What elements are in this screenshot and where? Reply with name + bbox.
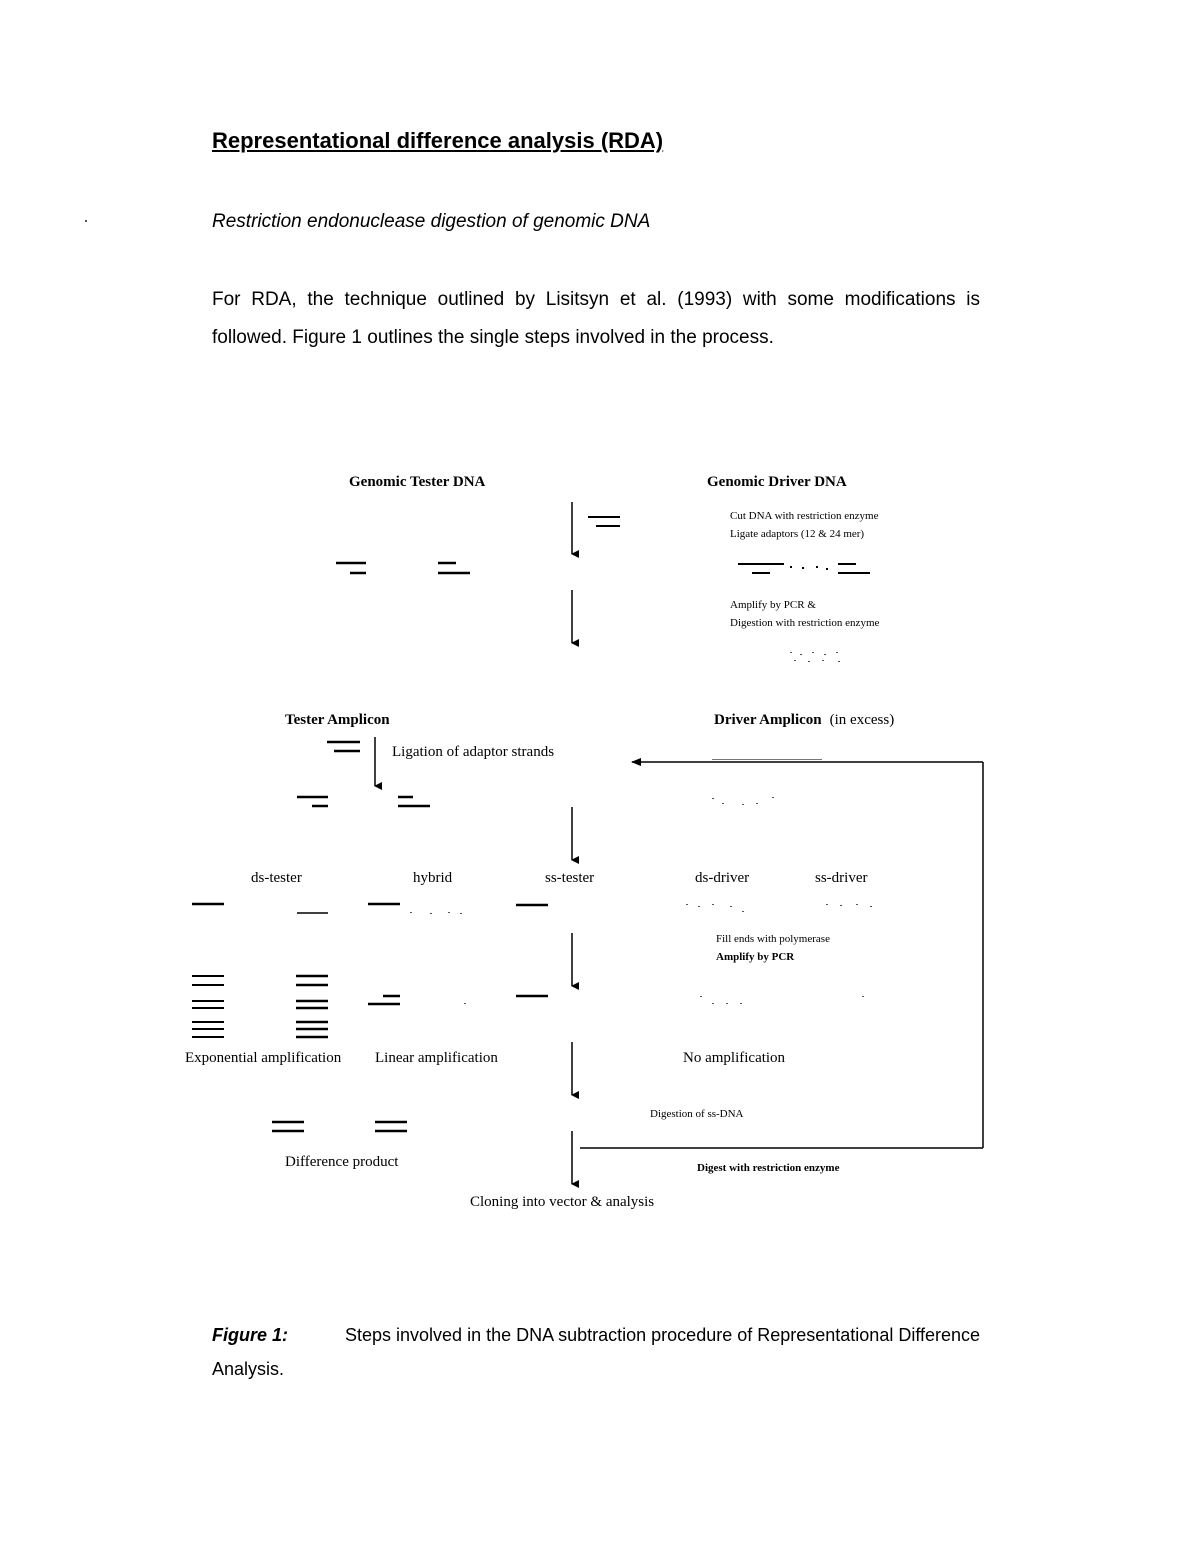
label-genomic-tester: Genomic Tester DNA xyxy=(349,474,486,490)
label-hybrid: hybrid xyxy=(413,870,453,886)
label-genomic-driver: Genomic Driver DNA xyxy=(707,474,847,490)
figure-caption xyxy=(212,1318,982,1386)
figure-label: Figure 1: xyxy=(212,1325,289,1345)
label-digest-enzyme: Digest with restriction enzyme xyxy=(697,1162,840,1174)
linear-fragment xyxy=(368,996,400,1004)
label-tester-amplicon: Tester Amplicon xyxy=(285,712,390,728)
label-ss-tester: ss-tester xyxy=(545,870,595,886)
exponential-stack-2 xyxy=(296,976,328,1037)
label-no-amplification: No amplification xyxy=(683,1050,786,1066)
hybridization-dots xyxy=(410,904,872,914)
driver-dots-3 xyxy=(712,797,774,805)
label-amplify-pcr: Amplify by PCR & xyxy=(730,599,816,611)
tester-ligated-fragments xyxy=(297,797,430,806)
label-digestion-enzyme: Digestion with restriction enzyme xyxy=(730,617,880,629)
label-amplify-pcr2: Amplify by PCR xyxy=(716,951,795,963)
label-linear: Linear amplification xyxy=(375,1050,498,1066)
label-difference-product: Difference product xyxy=(285,1154,399,1170)
amplification-dots xyxy=(464,996,864,1004)
difference-fragments xyxy=(272,1122,407,1131)
driver-fragments xyxy=(738,564,870,573)
feedback-loop xyxy=(580,762,983,1148)
label-fill-ends: Fill ends with polymerase xyxy=(716,933,830,945)
intro-paragraph: For RDA, the technique outlined by Lisitsyn et al. (1993) with some modifications is followed. Figure 1 outlines the single steps involved in the process. xyxy=(212,289,980,348)
label-cloning: Cloning into vector & analysis xyxy=(470,1194,655,1210)
adaptor-symbol xyxy=(588,517,620,526)
label-ligation-adaptor: Ligation of adaptor strands xyxy=(392,744,555,760)
label-ds-driver: ds-driver xyxy=(695,870,750,886)
label-exponential: Exponential amplification xyxy=(185,1050,342,1066)
driver-dots-2 xyxy=(790,652,840,662)
tester-fragments xyxy=(336,563,470,573)
label-ds-tester: ds-tester xyxy=(251,870,302,886)
label-ligate-adaptors: Ligate adaptors (12 & 24 mer) xyxy=(730,528,865,540)
hybridization-row xyxy=(192,904,548,905)
exponential-stack-1 xyxy=(192,976,224,1037)
label-cut-dna: Cut DNA with restriction enzyme xyxy=(730,510,879,522)
label-digestion-ss: Digestion of ss-DNA xyxy=(650,1108,744,1120)
label-ss-driver: ss-driver xyxy=(815,870,868,886)
driver-dots-1 xyxy=(790,566,828,570)
label-driver-amplicon: Driver Amplicon (in excess) xyxy=(714,712,895,728)
stray-dot xyxy=(85,220,87,222)
section-subtitle: Restriction endonuclease digestion of genomic DNA xyxy=(212,211,651,232)
driver-faint-line xyxy=(712,759,822,760)
figure-caption-text: Steps involved in the DNA subtraction procedure of Representational Difference Analysis. xyxy=(212,1325,981,1379)
page-title: Representational difference analysis (RDA) xyxy=(212,128,664,153)
tester-amplicon-fragment xyxy=(327,742,360,751)
